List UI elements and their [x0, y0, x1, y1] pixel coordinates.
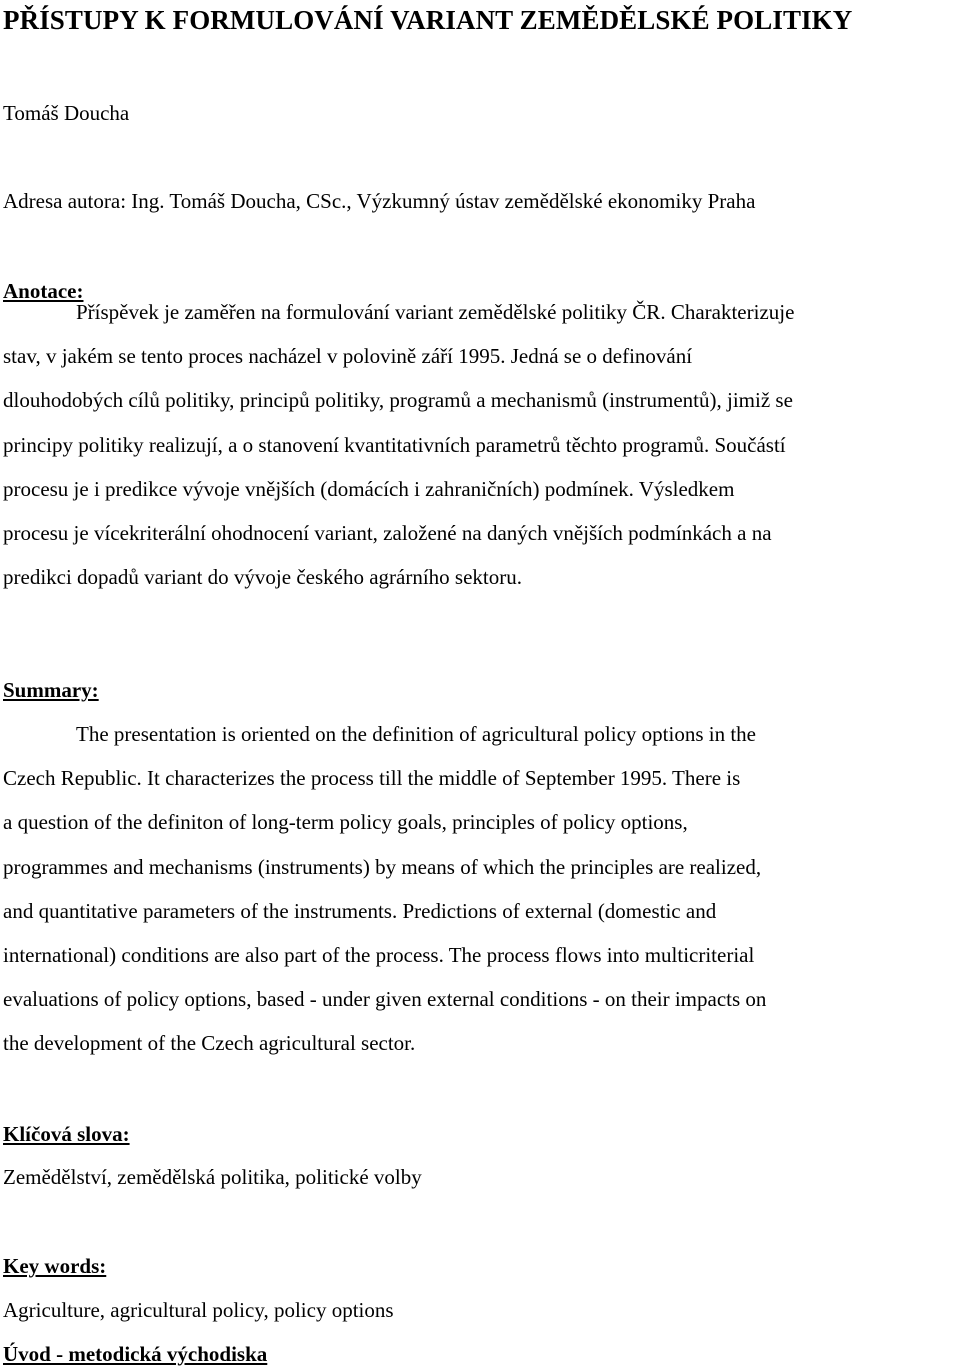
anotace-line: procesu je vícekriterální ohodnocení variant, založené na daných vnějších podmínkách a na	[3, 521, 772, 546]
key-words-text: Agriculture, agricultural policy, policy options	[3, 1298, 394, 1322]
summary-line: a question of the definiton of long-term policy goals, principles of policy options,	[3, 810, 688, 835]
anotace-line: principy politiky realizují, a o stanovení kvantitativních parametrů těchto programů. Součástí	[3, 432, 786, 457]
klicova-slova-text: Zemědělství, zemědělská politika, politické volby	[3, 1165, 422, 1189]
author-address: Adresa autora: Ing. Tomáš Doucha, CSc., Výzkumný ústav zemědělské ekonomiky Praha	[3, 189, 756, 213]
summary-line: The presentation is oriented on the definition of agricultural policy options in the	[76, 722, 756, 746]
summary-line: programmes and mechanisms (instruments) by means of which the principles are realized,	[3, 854, 762, 879]
anotace-line: predikci dopadů variant do vývoje českého agrárního sektoru.	[3, 565, 523, 590]
summary-line: Czech Republic. It characterizes the process till the middle of September 1995. There is	[3, 766, 741, 791]
anotace-line: procesu je i predikce vývoje vnějších (domácích i zahraničních) podmínek. Výsledkem	[3, 476, 735, 501]
key-words-heading: Key words:	[3, 1254, 107, 1278]
author-name: Tomáš Doucha	[3, 101, 130, 125]
summary-line: evaluations of policy options, based - under given external conditions - on their impacts on	[3, 987, 767, 1012]
anotace-paragraph	[3, 290, 958, 599]
klicova-slova-heading: Klíčová slova:	[3, 1122, 130, 1146]
summary-line: the development of the Czech agricultural sector.	[3, 1031, 416, 1056]
document-title: PŘÍSTUPY K FORMULOVÁNÍ VARIANT ZEMĚDĚLSKÉ POLITIKY	[3, 5, 853, 35]
summary-heading: Summary:	[3, 678, 99, 702]
summary-paragraph	[3, 712, 958, 1066]
anotace-heading: Anotace:	[3, 279, 84, 303]
anotace-line: dlouhodobých cílů politiky, principů politiky, programů a mechanismů (instrumentů), jimiž se	[3, 388, 793, 413]
anotace-line: stav, v jakém se tento proces nacházel v polovině září 1995. Jedná se o definování	[3, 344, 693, 369]
anotace-line: Příspěvek je zaměřen na formulování variant zemědělské politiky ČR. Charakterizuje	[76, 300, 795, 324]
summary-line: and quantitative parameters of the instruments. Predictions of external (domestic and	[3, 898, 717, 923]
summary-line: international) conditions are also part of the process. The process flows into multicriterial	[3, 943, 755, 968]
uvod-heading: Úvod - metodická východiska	[3, 1342, 268, 1366]
